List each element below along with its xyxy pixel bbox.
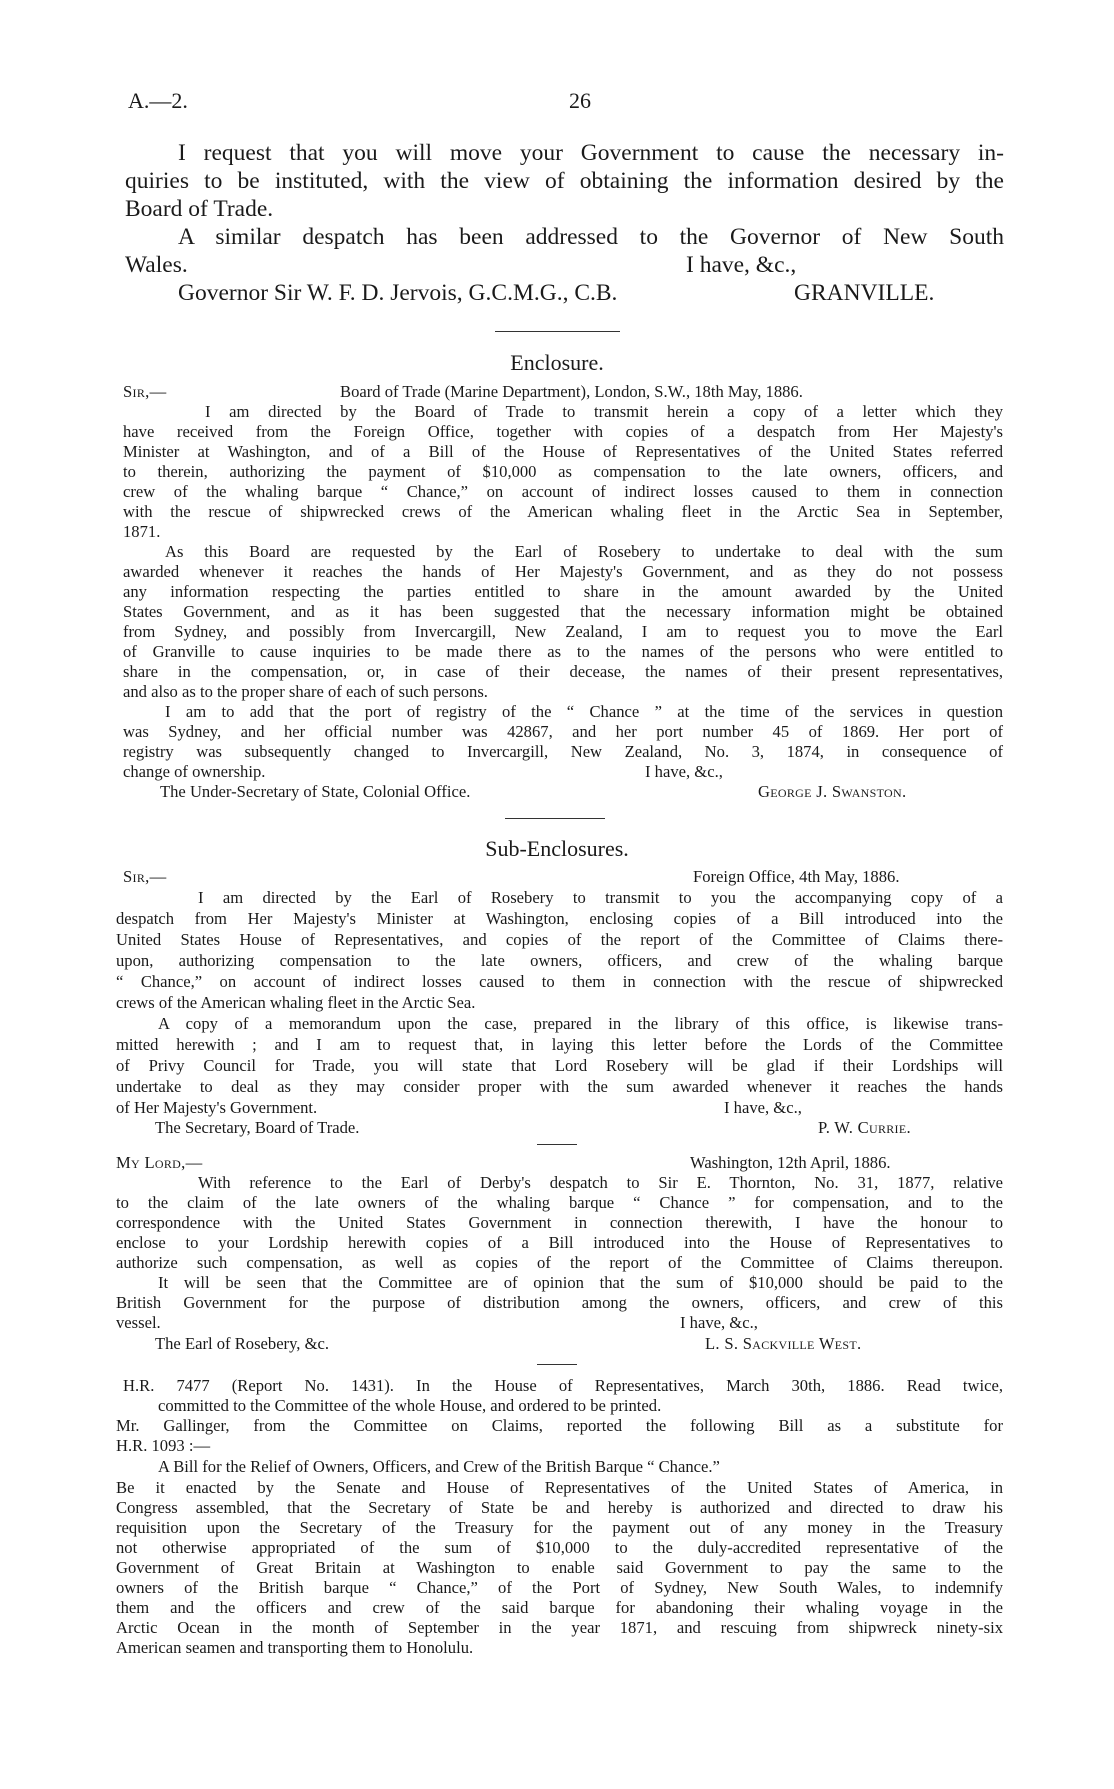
text-line: H.R. 7477 (Report No. 1431). In the House of Representatives, March 30th, 1886. Read twice, — [123, 1376, 1003, 1395]
text-line: share in the compensation, or, in case of their decease, the names of their present representatives, — [123, 662, 1003, 681]
text-line: any information respecting the parties entitled to share in the amount awarded by the United — [123, 582, 1003, 601]
section-heading: Sub-Enclosures. — [485, 836, 629, 861]
closing-phrase: I have, &c., — [686, 252, 797, 278]
text-line: of Her Majesty's Government. — [116, 1098, 318, 1117]
divider — [537, 1144, 577, 1145]
bill-title: A Bill for the Relief of Owners, Officers, and Crew of the British Barque “ Chance.” — [158, 1457, 720, 1476]
text-line: 1871. — [123, 522, 161, 541]
dateline: Board of Trade (Marine Department), London, S.W., 18th May, 1886. — [340, 382, 803, 401]
text-line: A similar despatch has been addressed to the Governor of New South — [178, 224, 1004, 250]
text-line: Be it enacted by the Senate and House of Representatives of the United States of America, in — [116, 1478, 1003, 1497]
addressee: The Secretary, Board of Trade. — [155, 1118, 360, 1137]
text-line: change of ownership. — [123, 762, 266, 781]
signature: George J. Swanston. — [758, 782, 907, 801]
text-line: committed to the Committee of the whole House, and ordered to be printed. — [158, 1396, 662, 1415]
text-line: with the rescue of shipwrecked crews of the American whaling fleet in the Arctic Sea in September, — [123, 502, 1003, 521]
text-line: undertake to deal as they may consider proper with the sum awarded whenever it reaches the hands — [116, 1077, 1003, 1096]
signature: P. W. Currie. — [818, 1118, 911, 1137]
text-line: requisition upon the Secretary of the Treasury for the payment out of any money in the Treasury — [116, 1518, 1003, 1537]
divider — [537, 1364, 577, 1365]
text-line: despatch from Her Majesty's Minister at Washington, enclosing copies of a Bill introduced into the — [116, 909, 1003, 928]
text-line: Mr. Gallinger, from the Committee on Claims, reported the following Bill as a substitute for — [116, 1416, 1003, 1435]
section-heading: Enclosure. — [510, 350, 604, 375]
text-line: of Privy Council for Trade, you will state that Lord Rosebery will be glad if their Lordships will — [116, 1056, 1003, 1075]
text-line: correspondence with the United States Government in connection therewith, I have the honour to — [116, 1213, 1003, 1232]
text-line: I am directed by the Earl of Rosebery to transmit to you the accompanying copy of a — [198, 888, 1003, 907]
series-reference: A.—2. — [128, 88, 188, 113]
signature: GRANVILLE. — [794, 280, 935, 306]
signature: L. S. Sackville West. — [705, 1334, 862, 1353]
text-line: A copy of a memorandum upon the case, prepared in the library of this office, is likewise trans- — [158, 1014, 1003, 1033]
text-line: to therein, authorizing the payment of $10,000 as compensation to the late owners, officers, and — [123, 462, 1003, 481]
text-line: owners of the British barque “ Chance,” of the Port of Sydney, New South Wales, to indemnify — [116, 1578, 1003, 1597]
text-line: I am to add that the port of registry of the “ Chance ” at the time of the services in question — [165, 702, 1003, 721]
text-line: of Granville to cause inquiries to be made there as to the names of the persons who were entitled to — [123, 642, 1003, 661]
salutation: My Lord,— — [116, 1153, 203, 1172]
text-line: enclose to your Lordship herewith copies of a Bill introduced into the House of Representatives to — [116, 1233, 1003, 1252]
text-line: I am directed by the Board of Trade to transmit herein a copy of a letter which they — [205, 402, 1003, 421]
text-line: have received from the Foreign Office, together with copies of a despatch from Her Majesty's — [123, 422, 1003, 441]
text-line: registry was subsequently changed to Invercargill, New Zealand, No. 3, 1874, in consequence of — [123, 742, 1003, 761]
text-line: H.R. 1093 :— — [116, 1436, 211, 1455]
text-line: crews of the American whaling fleet in the Arctic Sea. — [116, 993, 476, 1012]
text-line: from Sydney, and possibly from Invercargill, New Zealand, I am to request you to move the Earl — [123, 622, 1003, 641]
text-line: and also as to the proper share of each of such persons. — [123, 682, 488, 701]
text-line: Congress assembled, that the Secretary of State be and hereby is authorized and directed to draw his — [116, 1498, 1003, 1517]
text-line: States Government, and as it has been suggested that the necessary information might be obtained — [123, 602, 1003, 621]
closing-phrase: I have, &c., — [645, 762, 723, 781]
text-line: quiries to be instituted, with the view of obtaining the information desired by the — [125, 168, 1004, 194]
addressee: Governor Sir W. F. D. Jervois, G.C.M.G., C.B. — [178, 280, 618, 306]
divider — [495, 331, 620, 332]
text-line: vessel. — [116, 1313, 161, 1332]
text-line: British Government for the purpose of distribution among the owners, officers, and crew of this — [116, 1293, 1003, 1312]
text-line: American seamen and transporting them to Honolulu. — [116, 1638, 474, 1657]
text-line: United States House of Representatives, and copies of the report of the Committee of Claims there- — [116, 930, 1003, 949]
text-line: Wales. — [125, 252, 188, 278]
salutation: Sir,— — [123, 867, 167, 886]
text-line: crew of the whaling barque “ Chance,” on account of indirect losses caused to them in connection — [123, 482, 1003, 501]
text-line: Minister at Washington, and of a Bill of the House of Representatives of the United States referred — [123, 442, 1003, 461]
text-line: to the claim of the late owners of the whaling barque “ Chance ” for compensation, and to the — [116, 1193, 1003, 1212]
text-line: As this Board are requested by the Earl of Rosebery to undertake to deal with the sum — [165, 542, 1003, 561]
page-number: 26 — [569, 88, 591, 113]
closing-phrase: I have, &c., — [680, 1313, 758, 1332]
text-line: them and the officers and crew of the said barque for abandoning their whaling voyage in the — [116, 1598, 1003, 1617]
divider — [505, 818, 605, 819]
text-line: “ Chance,” on account of indirect losses caused to them in connection with the rescue of shipwrecked — [116, 972, 1003, 991]
text-line: With reference to the Earl of Derby's despatch to Sir E. Thornton, No. 31, 1877, relative — [198, 1173, 1003, 1192]
text-line: Board of Trade. — [125, 196, 274, 222]
text-line: mitted herewith ; and I am to request that, in laying this letter before the Lords of the Committee — [116, 1035, 1003, 1054]
dateline: Washington, 12th April, 1886. — [690, 1153, 891, 1172]
text-line: awarded whenever it reaches the hands of Her Majesty's Government, and as they do not possess — [123, 562, 1003, 581]
text-line: upon, authorizing compensation to the late owners, officers, and crew of the whaling barque — [116, 951, 1003, 970]
text-line: Arctic Ocean in the month of September in the year 1871, and rescuing from shipwreck ninety-six — [116, 1618, 1003, 1637]
text-line: not otherwise appropriated of the sum of $10,000 to the duly-accredited representative of the — [116, 1538, 1003, 1557]
addressee: The Earl of Rosebery, &c. — [155, 1334, 330, 1353]
text-line: authorize such compensation, as well as copies of the report of the Committee of Claims thereupon. — [116, 1253, 1003, 1272]
closing-phrase: I have, &c., — [724, 1098, 802, 1117]
addressee: The Under-Secretary of State, Colonial Office. — [160, 782, 471, 801]
text-line: It will be seen that the Committee are of opinion that the sum of $10,000 should be paid to the — [158, 1273, 1003, 1292]
text-line: was Sydney, and her official number was 42867, and her port number 45 of 1869. Her port of — [123, 722, 1003, 741]
dateline: Foreign Office, 4th May, 1886. — [693, 867, 900, 886]
salutation: Sir,— — [123, 382, 167, 401]
text-line: I request that you will move your Government to cause the necessary in- — [178, 140, 1004, 166]
text-line: Government of Great Britain at Washington to enable said Government to pay the same to the — [116, 1558, 1003, 1577]
